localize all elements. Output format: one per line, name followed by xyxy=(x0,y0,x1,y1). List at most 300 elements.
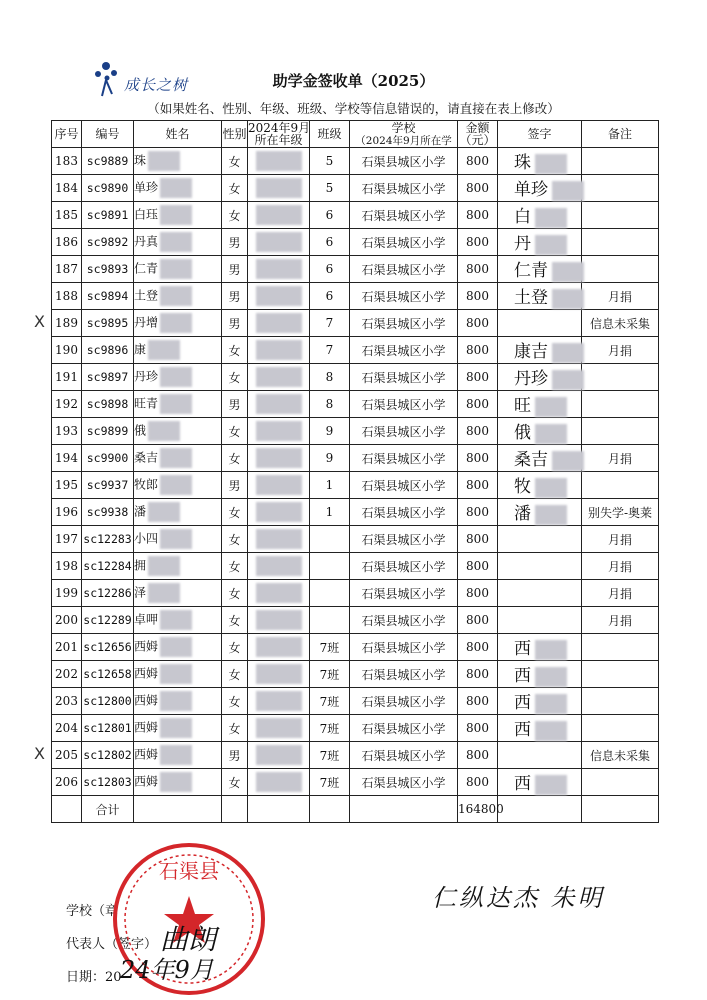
redacted-block xyxy=(160,637,192,657)
row-note xyxy=(582,256,659,283)
redacted-block xyxy=(256,637,302,657)
row-name: 丹珍 xyxy=(134,364,222,391)
row-gender: 男 xyxy=(222,256,248,283)
row-no: 198 xyxy=(52,553,82,580)
row-signature: 西 xyxy=(498,634,582,661)
table-row xyxy=(52,418,659,445)
redacted-block xyxy=(160,286,192,306)
col-header-amount: 金额 （元） xyxy=(459,121,496,147)
redacted-block xyxy=(148,502,180,522)
redacted-block xyxy=(148,583,180,603)
redacted-block xyxy=(148,421,180,441)
logo-text: 成长之树 xyxy=(124,76,189,94)
row-grade xyxy=(248,229,310,256)
row-amount: 800 xyxy=(458,283,498,310)
row-gender: 女 xyxy=(222,607,248,634)
table-row xyxy=(52,364,659,391)
redacted-block xyxy=(256,178,302,198)
row-no: 192 xyxy=(52,391,82,418)
redacted-block xyxy=(256,340,302,360)
row-school: 石渠县城区小学 xyxy=(350,607,458,634)
redacted-block xyxy=(256,205,302,225)
row-class: 9 xyxy=(310,445,350,472)
row-name: 单珍 xyxy=(134,175,222,202)
row-name: 桑吉 xyxy=(134,445,222,472)
row-school: 石渠县城区小学 xyxy=(350,256,458,283)
row-name: 西姆 xyxy=(134,688,222,715)
redacted-block xyxy=(256,691,302,711)
row-signature: 康吉 xyxy=(498,337,582,364)
row-no: 188 xyxy=(52,283,82,310)
row-amount: 800 xyxy=(458,580,498,607)
row-amount: 800 xyxy=(458,472,498,499)
row-gender: 女 xyxy=(222,553,248,580)
table-row xyxy=(52,742,659,769)
col-header-note: 备注 xyxy=(582,121,659,148)
redacted-block xyxy=(160,205,192,225)
row-code: sc12286 xyxy=(82,580,134,607)
redacted-block xyxy=(535,775,567,795)
row-grade xyxy=(248,715,310,742)
col-header-grade: 2024年9月 所在年级 xyxy=(248,121,311,147)
table-row xyxy=(52,526,659,553)
row-no: 194 xyxy=(52,445,82,472)
row-amount: 800 xyxy=(458,337,498,364)
row-no: 197 xyxy=(52,526,82,553)
redacted-block xyxy=(552,343,584,363)
row-name: 土登 xyxy=(134,283,222,310)
row-gender: 女 xyxy=(222,634,248,661)
row-no: 185 xyxy=(52,202,82,229)
row-class: 1 xyxy=(310,472,350,499)
table-row xyxy=(52,661,659,688)
row-grade xyxy=(248,526,310,553)
row-code: sc12284 xyxy=(82,553,134,580)
row-class xyxy=(310,607,350,634)
table-row xyxy=(52,715,659,742)
row-gender: 女 xyxy=(222,148,248,175)
row-note: 月捐 xyxy=(582,337,659,364)
row-amount: 800 xyxy=(458,769,498,796)
row-school: 石渠县城区小学 xyxy=(350,364,458,391)
row-name: 潘 xyxy=(134,499,222,526)
row-name: 拥 xyxy=(134,553,222,580)
row-grade xyxy=(248,256,310,283)
redacted-block xyxy=(160,691,192,711)
row-grade xyxy=(248,391,310,418)
row-note: 月捐 xyxy=(582,445,659,472)
row-signature xyxy=(498,607,582,634)
row-note xyxy=(582,472,659,499)
row-name: 丹增 xyxy=(134,310,222,337)
table-row xyxy=(52,769,659,796)
row-code: sc12289 xyxy=(82,607,134,634)
row-note xyxy=(582,688,659,715)
row-no: 193 xyxy=(52,418,82,445)
row-code: sc9891 xyxy=(82,202,134,229)
date-label: 日期：20 xyxy=(66,970,122,985)
row-code: sc9890 xyxy=(82,175,134,202)
redacted-block xyxy=(535,667,567,687)
row-note: 月捐 xyxy=(582,283,659,310)
row-no: 189 xyxy=(52,310,82,337)
row-school: 石渠县城区小学 xyxy=(350,580,458,607)
row-amount: 800 xyxy=(458,715,498,742)
row-code: sc9896 xyxy=(82,337,134,364)
row-class: 6 xyxy=(310,256,350,283)
redacted-block xyxy=(148,556,180,576)
row-class: 5 xyxy=(310,175,350,202)
row-signature: 丹珍 xyxy=(498,364,582,391)
row-grade xyxy=(248,175,310,202)
row-name: 西姆 xyxy=(134,769,222,796)
row-signature: 旺 xyxy=(498,391,582,418)
school-stamp-label: 学校（章 xyxy=(66,904,119,919)
redacted-block xyxy=(256,313,302,333)
redacted-block xyxy=(535,478,567,498)
table-row xyxy=(52,229,659,256)
row-code: sc9898 xyxy=(82,391,134,418)
row-name: 丹真 xyxy=(134,229,222,256)
row-no: 200 xyxy=(52,607,82,634)
row-note xyxy=(582,769,659,796)
row-code: sc9895 xyxy=(82,310,134,337)
redacted-block xyxy=(160,394,192,414)
redacted-block xyxy=(256,745,302,765)
row-class: 7班 xyxy=(310,661,350,688)
representative-label: 代表人（签字） xyxy=(66,937,158,952)
row-grade xyxy=(248,445,310,472)
total-amount: 164800 xyxy=(458,796,498,823)
redacted-block xyxy=(535,505,567,525)
row-grade xyxy=(248,202,310,229)
row-code: sc9889 xyxy=(82,148,134,175)
row-signature: 单珍 xyxy=(498,175,582,202)
redacted-block xyxy=(256,421,302,441)
row-gender: 男 xyxy=(222,229,248,256)
row-signature: 牧 xyxy=(498,472,582,499)
row-name: 卓呷 xyxy=(134,607,222,634)
row-gender: 女 xyxy=(222,580,248,607)
row-gender: 男 xyxy=(222,283,248,310)
row-signature xyxy=(498,310,582,337)
redacted-block xyxy=(148,340,180,360)
row-signature: 丹 xyxy=(498,229,582,256)
row-class: 6 xyxy=(310,283,350,310)
redacted-block xyxy=(160,367,192,387)
row-class: 8 xyxy=(310,391,350,418)
row-school: 石渠县城区小学 xyxy=(350,715,458,742)
row-note xyxy=(582,364,659,391)
row-no: 206 xyxy=(52,769,82,796)
redacted-block xyxy=(256,529,302,549)
row-school: 石渠县城区小学 xyxy=(350,391,458,418)
redacted-block xyxy=(552,262,584,282)
row-class: 9 xyxy=(310,418,350,445)
table-row xyxy=(52,391,659,418)
row-grade xyxy=(248,742,310,769)
table-row xyxy=(52,256,659,283)
row-amount: 800 xyxy=(458,202,498,229)
redacted-block xyxy=(256,232,302,252)
row-amount: 800 xyxy=(458,445,498,472)
row-no: 186 xyxy=(52,229,82,256)
row-gender: 女 xyxy=(222,526,248,553)
row-code: sc12656 xyxy=(82,634,134,661)
row-note xyxy=(582,148,659,175)
cross-mark-189: X xyxy=(34,312,45,331)
row-class: 1 xyxy=(310,499,350,526)
row-class: 7班 xyxy=(310,688,350,715)
row-gender: 女 xyxy=(222,445,248,472)
table-row xyxy=(52,283,659,310)
row-note xyxy=(582,391,659,418)
row-signature: 西 xyxy=(498,688,582,715)
redacted-block xyxy=(535,208,567,228)
redacted-block xyxy=(160,772,192,792)
table-row xyxy=(52,445,659,472)
row-note xyxy=(582,418,659,445)
row-note xyxy=(582,715,659,742)
row-note: 月捐 xyxy=(582,580,659,607)
row-gender: 女 xyxy=(222,499,248,526)
row-school: 石渠县城区小学 xyxy=(350,310,458,337)
row-grade xyxy=(248,661,310,688)
row-no: 191 xyxy=(52,364,82,391)
row-gender: 男 xyxy=(222,742,248,769)
row-class: 6 xyxy=(310,202,350,229)
row-gender: 女 xyxy=(222,175,248,202)
row-school: 石渠县城区小学 xyxy=(350,337,458,364)
row-gender: 男 xyxy=(222,310,248,337)
row-note xyxy=(582,229,659,256)
row-name: 俄 xyxy=(134,418,222,445)
redacted-block xyxy=(256,718,302,738)
table-header-row xyxy=(52,121,659,148)
row-signature: 西 xyxy=(498,661,582,688)
row-note xyxy=(582,661,659,688)
col-header-signature: 签字 xyxy=(498,121,582,148)
row-note: 信息未采集 xyxy=(582,742,659,769)
table-row xyxy=(52,202,659,229)
row-class: 8 xyxy=(310,364,350,391)
row-signature: 西 xyxy=(498,769,582,796)
row-grade xyxy=(248,499,310,526)
row-gender: 女 xyxy=(222,661,248,688)
row-school: 石渠县城区小学 xyxy=(350,229,458,256)
redacted-block xyxy=(256,448,302,468)
page-title: 助学金签收单（2025） xyxy=(272,72,435,90)
row-school: 石渠县城区小学 xyxy=(350,499,458,526)
row-amount: 800 xyxy=(458,256,498,283)
row-amount: 800 xyxy=(458,742,498,769)
redacted-block xyxy=(552,451,584,471)
row-class xyxy=(310,526,350,553)
row-signature: 仁青 xyxy=(498,256,582,283)
row-note xyxy=(582,175,659,202)
row-class: 5 xyxy=(310,148,350,175)
redacted-block xyxy=(160,178,192,198)
redacted-block xyxy=(535,235,567,255)
row-school: 石渠县城区小学 xyxy=(350,175,458,202)
table-row xyxy=(52,337,659,364)
table-row xyxy=(52,688,659,715)
row-grade xyxy=(248,607,310,634)
row-amount: 800 xyxy=(458,229,498,256)
row-name: 小四 xyxy=(134,526,222,553)
row-class: 7班 xyxy=(310,715,350,742)
row-code: sc9938 xyxy=(82,499,134,526)
row-amount: 800 xyxy=(458,499,498,526)
redacted-block xyxy=(535,424,567,444)
row-school: 石渠县城区小学 xyxy=(350,283,458,310)
row-no: 187 xyxy=(52,256,82,283)
row-amount: 800 xyxy=(458,364,498,391)
row-gender: 女 xyxy=(222,688,248,715)
row-no: 201 xyxy=(52,634,82,661)
row-code: sc12283 xyxy=(82,526,134,553)
row-code: sc12801 xyxy=(82,715,134,742)
row-class: 7班 xyxy=(310,769,350,796)
row-school: 石渠县城区小学 xyxy=(350,148,458,175)
row-code: sc9899 xyxy=(82,418,134,445)
cross-mark-205: X xyxy=(34,744,45,763)
row-amount: 800 xyxy=(458,148,498,175)
redacted-block xyxy=(256,583,302,603)
row-gender: 女 xyxy=(222,769,248,796)
row-gender: 女 xyxy=(222,337,248,364)
row-class: 7 xyxy=(310,310,350,337)
row-signature xyxy=(498,580,582,607)
row-name: 西姆 xyxy=(134,715,222,742)
redacted-block xyxy=(256,556,302,576)
row-gender: 女 xyxy=(222,418,248,445)
row-school: 石渠县城区小学 xyxy=(350,202,458,229)
row-no: 190 xyxy=(52,337,82,364)
seal-text: 石渠县 xyxy=(159,859,219,883)
redacted-block xyxy=(256,664,302,684)
row-name: 白珏 xyxy=(134,202,222,229)
row-no: 183 xyxy=(52,148,82,175)
redacted-block xyxy=(160,448,192,468)
row-amount: 800 xyxy=(458,553,498,580)
row-note: 月捐 xyxy=(582,553,659,580)
row-name: 仁青 xyxy=(134,256,222,283)
row-school: 石渠县城区小学 xyxy=(350,445,458,472)
row-grade xyxy=(248,769,310,796)
total-label: 合计 xyxy=(82,796,134,823)
redacted-block xyxy=(160,232,192,252)
redacted-block xyxy=(160,313,192,333)
table-row xyxy=(52,634,659,661)
row-amount: 800 xyxy=(458,607,498,634)
row-note xyxy=(582,202,659,229)
redacted-block xyxy=(256,772,302,792)
row-no: 205 xyxy=(52,742,82,769)
row-note: 月捐 xyxy=(582,526,659,553)
col-header-class: 班级 xyxy=(310,121,350,148)
row-signature xyxy=(498,742,582,769)
redacted-block xyxy=(256,151,302,171)
row-amount: 800 xyxy=(458,175,498,202)
row-grade xyxy=(248,364,310,391)
row-no: 203 xyxy=(52,688,82,715)
row-note xyxy=(582,634,659,661)
row-amount: 800 xyxy=(458,634,498,661)
row-no: 204 xyxy=(52,715,82,742)
col-header-school: 学校 （2024年9月所在学 xyxy=(350,121,458,148)
table-row xyxy=(52,472,659,499)
redacted-block xyxy=(256,286,302,306)
row-note: 信息未采集 xyxy=(582,310,659,337)
row-code: sc9937 xyxy=(82,472,134,499)
redacted-block xyxy=(552,370,584,390)
row-class: 7班 xyxy=(310,742,350,769)
table-row xyxy=(52,175,659,202)
row-amount: 800 xyxy=(458,688,498,715)
redacted-block xyxy=(160,259,192,279)
row-grade xyxy=(248,472,310,499)
col-header-gender: 性别 xyxy=(222,121,248,148)
redacted-block xyxy=(256,610,302,630)
row-school: 石渠县城区小学 xyxy=(350,472,458,499)
redacted-block xyxy=(160,718,192,738)
row-school: 石渠县城区小学 xyxy=(350,553,458,580)
row-code: sc12800 xyxy=(82,688,134,715)
redacted-block xyxy=(256,367,302,387)
row-signature: 珠 xyxy=(498,148,582,175)
row-school: 石渠县城区小学 xyxy=(350,742,458,769)
row-grade xyxy=(248,418,310,445)
row-name: 珠 xyxy=(134,148,222,175)
row-code: sc12802 xyxy=(82,742,134,769)
row-school: 石渠县城区小学 xyxy=(350,418,458,445)
row-name: 旺青 xyxy=(134,391,222,418)
row-signature: 白 xyxy=(498,202,582,229)
redacted-block xyxy=(535,721,567,741)
row-grade xyxy=(248,283,310,310)
row-name: 西姆 xyxy=(134,661,222,688)
row-name: 康 xyxy=(134,337,222,364)
row-class: 6 xyxy=(310,229,350,256)
row-amount: 800 xyxy=(458,418,498,445)
row-gender: 男 xyxy=(222,391,248,418)
row-grade xyxy=(248,688,310,715)
row-signature: 土登 xyxy=(498,283,582,310)
row-name: 西姆 xyxy=(134,634,222,661)
row-signature: 桑吉 xyxy=(498,445,582,472)
row-no: 196 xyxy=(52,499,82,526)
redacted-block xyxy=(256,502,302,522)
row-amount: 800 xyxy=(458,526,498,553)
redacted-block xyxy=(535,154,567,174)
row-gender: 男 xyxy=(222,472,248,499)
row-no: 195 xyxy=(52,472,82,499)
row-school: 石渠县城区小学 xyxy=(350,661,458,688)
total-row xyxy=(52,796,659,823)
row-signature: 潘 xyxy=(498,499,582,526)
col-header-code: 编号 xyxy=(82,121,134,148)
row-school: 石渠县城区小学 xyxy=(350,634,458,661)
row-class: 7班 xyxy=(310,634,350,661)
row-gender: 女 xyxy=(222,202,248,229)
redacted-block xyxy=(535,694,567,714)
handwritten-date: 24年9月 xyxy=(120,956,214,984)
redacted-block xyxy=(160,529,192,549)
page-subtitle: （如果姓名、性别、年级、班级、学校等信息错误的，请直接在表上修改） xyxy=(147,101,560,116)
row-no: 202 xyxy=(52,661,82,688)
table-row xyxy=(52,310,659,337)
